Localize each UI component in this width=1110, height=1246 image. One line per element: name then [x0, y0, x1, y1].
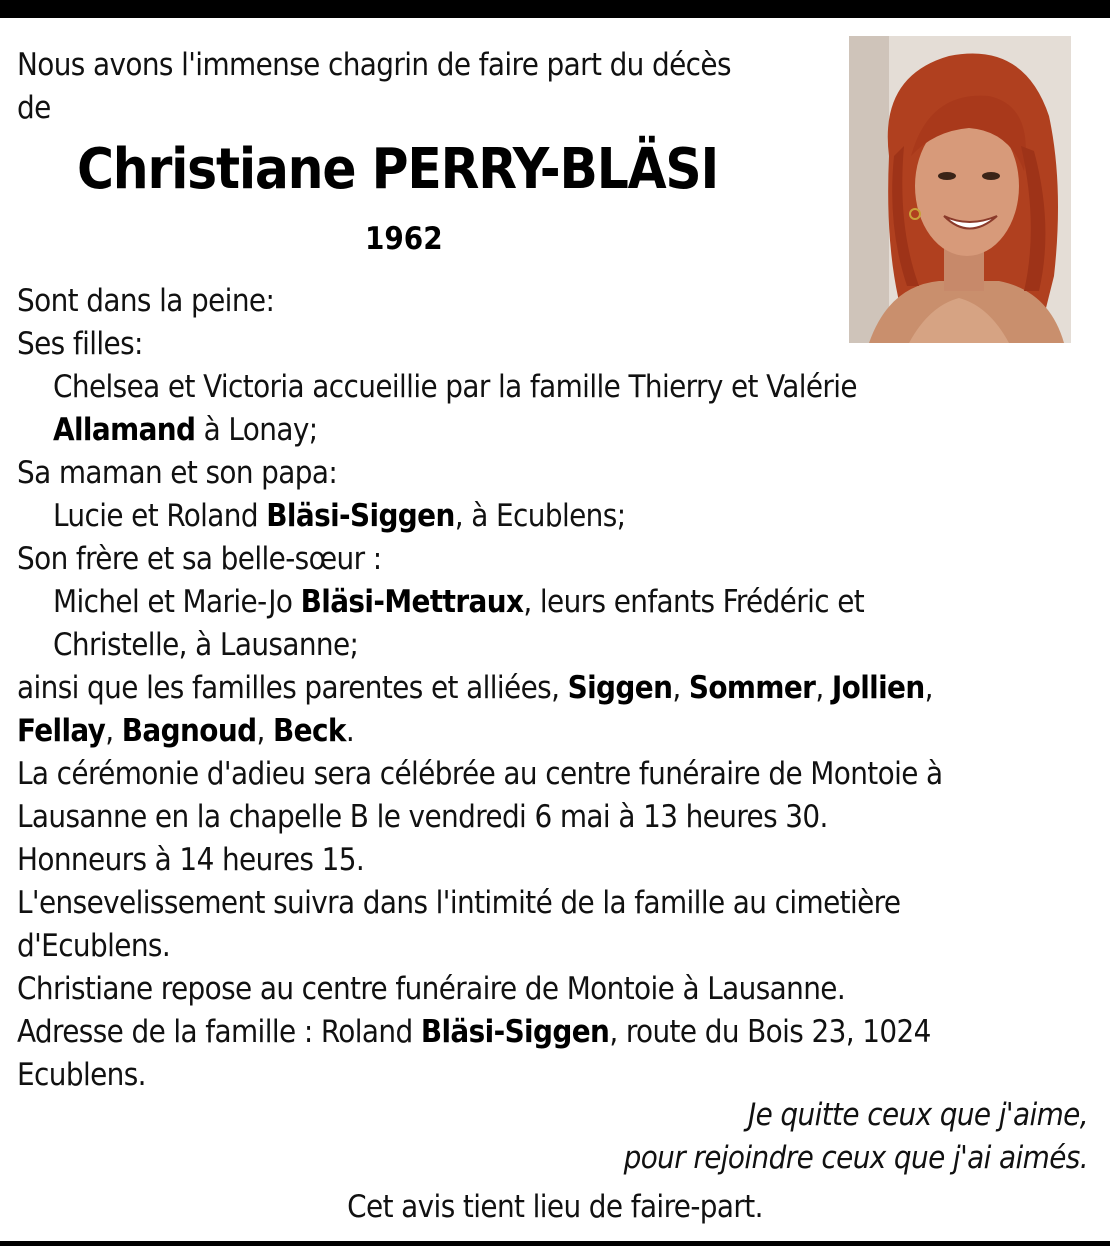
address-line-2: Ecublens.: [17, 1057, 146, 1093]
family-separator: ,: [924, 670, 933, 706]
brother-rest: , leurs enfants Frédéric et: [523, 584, 865, 620]
closing-notice: Cet avis tient lieu de faire-part.: [347, 1189, 763, 1225]
brother-line-2: Christelle, à Lausanne;: [53, 627, 359, 663]
daughters-family-name: Allamand: [53, 412, 196, 448]
address-family-name: Bläsi-Siggen: [420, 1014, 610, 1050]
brother-line-1: [17, 581, 943, 624]
top-rule: [0, 0, 1110, 18]
intro-line-1: Nous avons l'immense chagrin de faire part du décès: [17, 47, 731, 83]
closing-quote: [624, 1094, 1088, 1180]
notice-body: [17, 280, 943, 1097]
family-name-5: Bagnoud: [121, 713, 257, 749]
daughters-line-2: [17, 409, 943, 452]
family-separator: ,: [672, 670, 689, 706]
brother-label: Son frère et sa belle-sœur :: [17, 541, 382, 577]
parents-first-names: Lucie et Roland: [53, 498, 267, 534]
families-intro: ainsi que les familles parentes et alliées,: [17, 670, 568, 706]
daughters-line-1: Chelsea et Victoria accueillie par la famille Thierry et Valérie: [53, 369, 857, 405]
parents-line: [17, 495, 943, 538]
families-line-2: [17, 710, 943, 753]
ceremony-line-5: d'Ecublens.: [17, 928, 171, 964]
brother-first-names: Michel et Marie-Jo: [53, 584, 301, 620]
parents-label: Sa maman et son papa:: [17, 455, 338, 491]
parents-family-name: Bläsi-Siggen: [266, 498, 455, 534]
family-name-2: Sommer: [688, 670, 816, 706]
families-end: .: [345, 713, 355, 749]
quote-line-1: Je quitte ceux que j'aime,: [747, 1097, 1088, 1133]
deceased-year: 1962: [365, 221, 443, 257]
deceased-name: Christiane PERRY-BLÄSI: [77, 137, 719, 202]
address-prefix: Adresse de la famille : Roland: [17, 1014, 421, 1050]
families-line-1: [17, 667, 943, 710]
ceremony-line-2: Lausanne en la chapelle B le vendredi 6 mai à 13 heures 30.: [17, 799, 828, 835]
family-separator: ,: [256, 713, 273, 749]
ceremony-line-1: La cérémonie d'adieu sera célébrée au centre funéraire de Montoie à: [17, 756, 943, 792]
brother-family-name: Bläsi-Mettraux: [300, 584, 524, 620]
daughters-place: à Lonay;: [195, 412, 318, 448]
family-name-6: Beck: [272, 713, 346, 749]
intro-text: [17, 44, 731, 130]
ceremony-line-6: Christiane repose au centre funéraire de Montoie à Lausanne.: [17, 971, 846, 1007]
bottom-rule: [0, 1241, 1110, 1246]
family-separator: ,: [105, 713, 122, 749]
family-name-1: Siggen: [567, 670, 673, 706]
parents-place: , à Ecublens;: [454, 498, 626, 534]
address-suffix: , route du Bois 23, 1024: [609, 1014, 931, 1050]
family-separator: ,: [815, 670, 832, 706]
ceremony-line-3: Honneurs à 14 heures 15.: [17, 842, 365, 878]
quote-line-2: pour rejoindre ceux que j'ai aimés.: [623, 1140, 1088, 1176]
daughters-label: Ses filles:: [17, 326, 143, 362]
mourners-heading: Sont dans la peine:: [17, 283, 275, 319]
family-name-3: Jollien: [831, 670, 925, 706]
address-line-1: [17, 1011, 943, 1054]
intro-line-2: de: [17, 90, 51, 126]
family-name-4: Fellay: [17, 713, 106, 749]
ceremony-line-4: L'ensevelissement suivra dans l'intimité de la famille au cimetière: [17, 885, 901, 921]
